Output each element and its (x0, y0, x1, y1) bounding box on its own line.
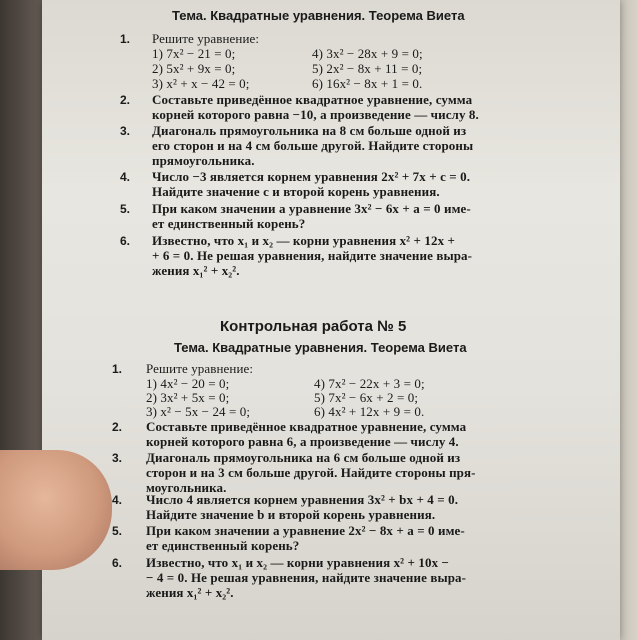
task-text: Число −3 является корнем уравнения 2x² + 7x + c = 0. (152, 169, 471, 184)
equation: 6) 4x² + 12x + 9 = 0. (314, 404, 425, 419)
equation: 2) 5x² + 9x = 0; (152, 61, 236, 76)
equation: 4) 3x² − 28x + 9 = 0; (312, 46, 423, 61)
task-text: Найдите значение c и второй корень уравнения. (152, 184, 440, 199)
task-text: Составьте приведённое квадратное уравнение, сумма (146, 419, 467, 434)
task-text: корней которого равна 6, а произведение — числу 4. (146, 434, 459, 449)
task-text: + 6 = 0. Не решая уравнения, найдите значение выра- (152, 248, 473, 263)
task-text: При каком значении a уравнение 2x² − 8x + a = 0 име- (146, 523, 465, 538)
task-text: Известно, что x₁ и x₂ — корни уравнения x² + 12x + (152, 233, 456, 248)
equation: 1) 4x² − 20 = 0; (146, 376, 230, 391)
equation: 1) 7x² − 21 = 0; (152, 46, 236, 61)
topic-heading: Тема. Квадратные уравнения. Теорема Виета (172, 8, 465, 23)
task-number: 4. (112, 493, 123, 507)
task-text: ет единственный корень? (152, 216, 306, 231)
task-text: жения x₁² + x₂². (146, 585, 234, 600)
task-number: 3. (112, 451, 123, 465)
task-text: прямоугольника. (152, 153, 255, 168)
task-text: Решите уравнение: (152, 31, 260, 46)
task-number: 2. (120, 93, 131, 107)
paper-sheet (42, 0, 620, 640)
task-number: 6. (120, 234, 131, 248)
equation: 3) x² − 5x − 24 = 0; (146, 404, 251, 419)
task-text: Известно, что x₁ и x₂ — корни уравнения x² + 10x − (146, 555, 450, 570)
task-text: − 4 = 0. Не решая уравнения, найдите значение выра- (146, 570, 467, 585)
task-text: Число 4 является корнем уравнения 3x² + bx + 4 = 0. (146, 492, 459, 507)
topic-heading: Тема. Квадратные уравнения. Теорема Виета (174, 340, 467, 355)
task-text: Диагональ прямоугольника на 8 см больше одной из (152, 123, 467, 138)
task-number: 4. (120, 170, 131, 184)
task-text: Составьте приведённое квадратное уравнение, сумма (152, 92, 473, 107)
task-text: Найдите значение b и второй корень уравнения. (146, 507, 436, 522)
equation: 5) 7x² − 6x + 2 = 0; (314, 390, 419, 405)
task-number: 3. (120, 124, 131, 138)
task-text: моугольника. (146, 480, 227, 495)
equation: 2) 3x² + 5x = 0; (146, 390, 230, 405)
task-number: 2. (112, 420, 123, 434)
task-number: 5. (120, 202, 131, 216)
equation: 3) x² + x − 42 = 0; (152, 76, 250, 91)
task-text: Решите уравнение: (146, 361, 254, 376)
task-text: сторон и на 3 см больше другой. Найдите стороны пря- (146, 465, 476, 480)
task-number: 5. (112, 524, 123, 538)
task-number: 1. (120, 32, 131, 46)
task-text: Диагональ прямоугольника на 6 см больше одной из (146, 450, 461, 465)
equation: 6) 16x² − 8x + 1 = 0. (312, 76, 423, 91)
test-title: Контрольная работа № 5 (220, 318, 407, 335)
task-text: его сторон и на 4 см больше другой. Найдите стороны (152, 138, 474, 153)
equation: 5) 2x² − 8x + 11 = 0; (312, 61, 423, 76)
task-text: При каком значении a уравнение 3x² − 6x + a = 0 име- (152, 201, 471, 216)
task-number: 1. (112, 362, 123, 376)
task-number: 6. (112, 556, 123, 570)
task-text: ет единственный корень? (146, 538, 300, 553)
equation: 4) 7x² − 22x + 3 = 0; (314, 376, 425, 391)
task-text: жения x₁² + x₂². (152, 263, 240, 278)
task-text: корней которого равна −10, а произведение — числу 8. (152, 107, 479, 122)
